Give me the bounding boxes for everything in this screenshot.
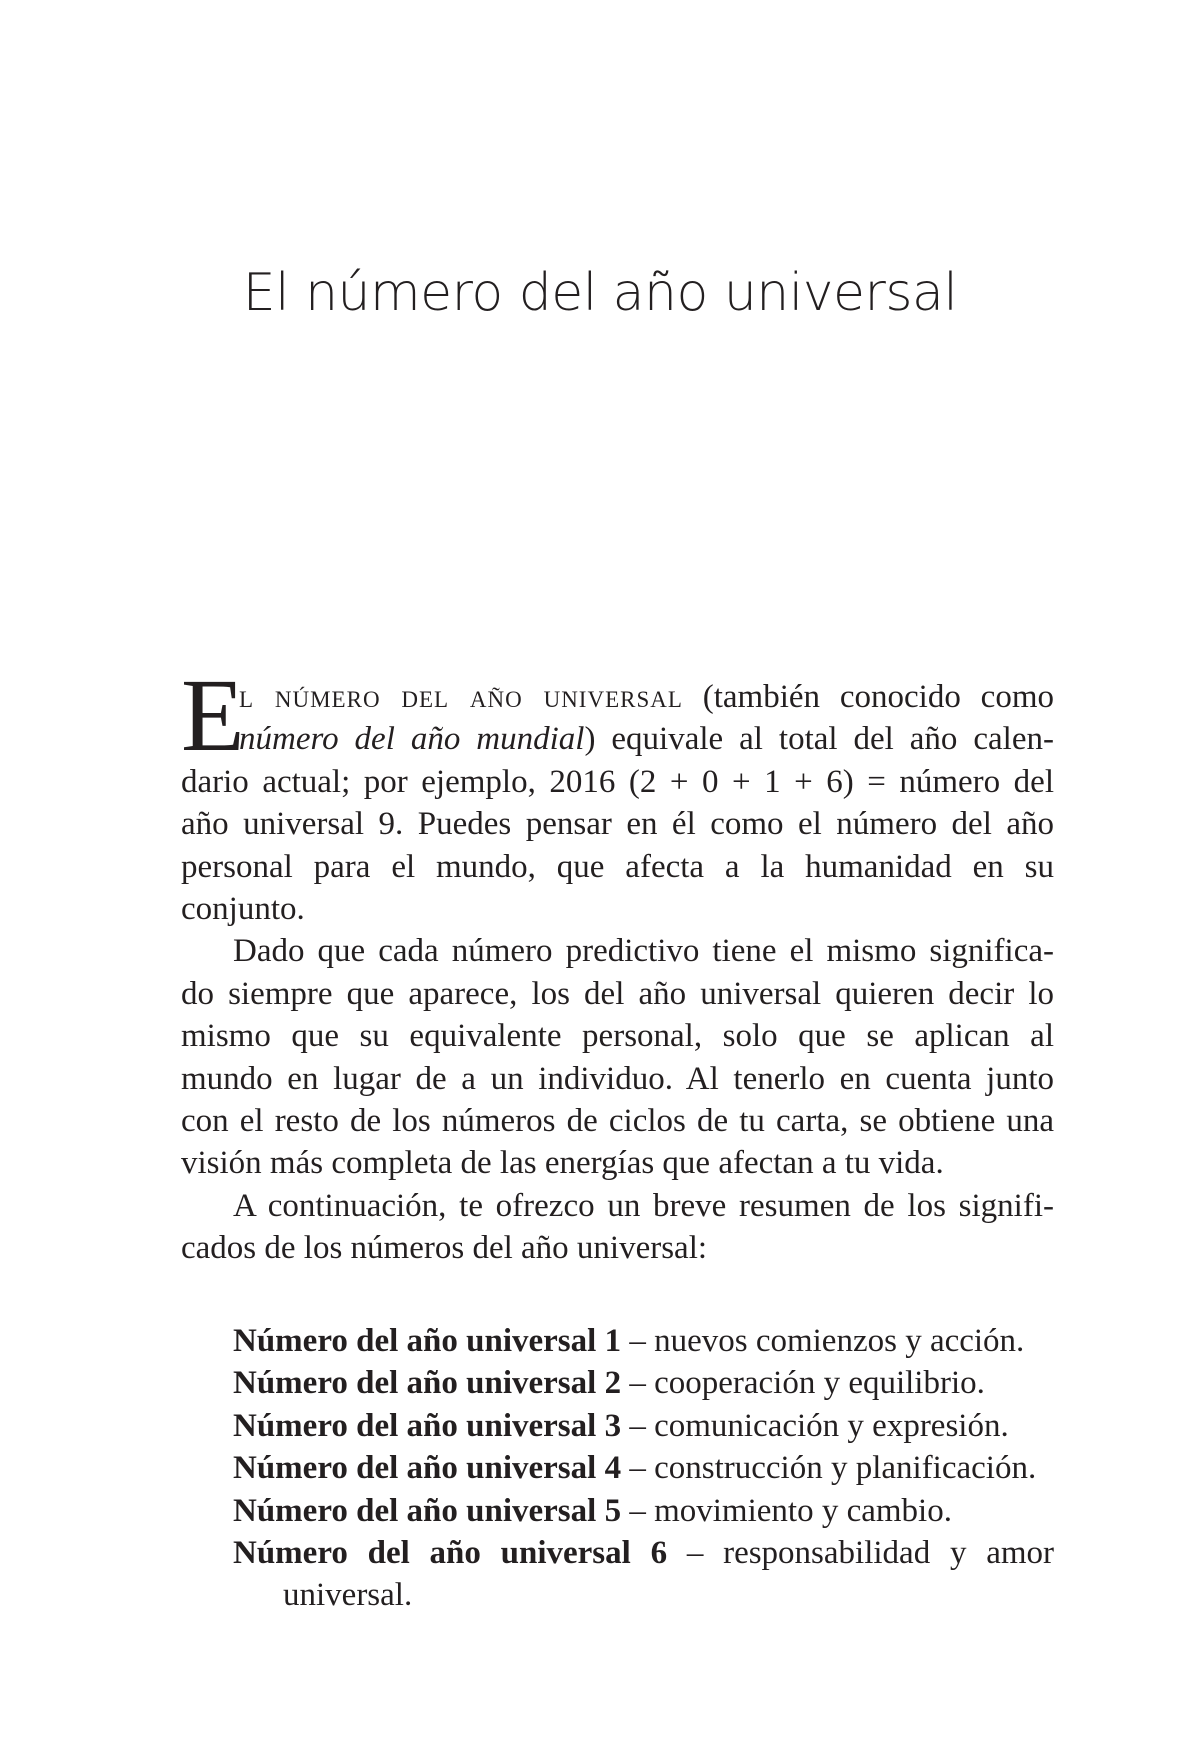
list-item-term: Número del año universal 5 bbox=[233, 1492, 622, 1529]
list-item bbox=[233, 1320, 1054, 1362]
intro-line: dario actual; por ejemplo, 2016 (2 + 0 + 1 + 6) = número del bbox=[181, 763, 1054, 800]
body-text bbox=[181, 658, 1054, 1269]
paragraph-2-line: mundo en lugar de a un individuo. Al tenerlo en cuenta junto bbox=[181, 1060, 1054, 1097]
paragraph-2-line: Dado que cada número predictivo tiene el mismo significa- bbox=[233, 933, 1054, 970]
list-item-meaning: comunicación y expresión. bbox=[654, 1407, 1009, 1444]
list-item bbox=[233, 1362, 1054, 1404]
intro-line-2 bbox=[181, 718, 1054, 760]
list-item-term: Número del año universal 1 bbox=[233, 1323, 622, 1359]
paragraph-2 bbox=[181, 930, 1054, 1184]
intro-line-2-rest: ) equivale al total del año calen- bbox=[584, 721, 1054, 758]
list-item-separator: – bbox=[621, 1492, 655, 1529]
intro-line-1-rest: (también conocido como bbox=[682, 679, 1054, 715]
intro-smallcaps-lead: l número del año universal bbox=[239, 679, 683, 715]
list-item-meaning: responsabilidad y amor bbox=[723, 1534, 1054, 1571]
intro-italic-term: número del año mundial bbox=[239, 721, 585, 758]
list-item-term: Número del año universal 6 bbox=[233, 1534, 668, 1571]
list-item-meaning: nuevos comienzos y acción. bbox=[654, 1323, 1025, 1359]
list-item-meaning: construcción y planificación. bbox=[654, 1450, 1037, 1487]
list-item-meaning: cooperación y equilibrio. bbox=[654, 1365, 985, 1402]
paragraph-2-line: con el resto de los números de ciclos de tu carta, se obtiene una bbox=[181, 1102, 1054, 1139]
list-item-meaning: movimiento y cambio. bbox=[654, 1492, 952, 1529]
paragraph-2-line: visión más completa de las energías que afectan a tu vida. bbox=[181, 1145, 944, 1182]
paragraph-2-line: do siempre que aparece, los del año universal quieren decir lo bbox=[181, 975, 1054, 1012]
universal-year-list bbox=[233, 1320, 1054, 1617]
list-item-separator: – bbox=[667, 1534, 724, 1571]
list-item bbox=[233, 1532, 1054, 1574]
paragraph-3-line: A continuación, te ofrezco un breve resumen de los signifi- bbox=[233, 1187, 1054, 1224]
list-item-term: Número del año universal 4 bbox=[233, 1450, 622, 1487]
list-item-separator: – bbox=[621, 1450, 655, 1487]
intro-line: año universal 9. Puedes pensar en él como el número del año bbox=[181, 806, 1054, 843]
list-item-term: Número del año universal 3 bbox=[233, 1407, 622, 1444]
intro-paragraph bbox=[181, 658, 1054, 930]
intro-line-1 bbox=[181, 676, 1054, 718]
list-item bbox=[233, 1447, 1054, 1489]
list-item-separator: – bbox=[621, 1365, 655, 1402]
chapter-title: El número del año universal bbox=[242, 263, 958, 323]
list-item bbox=[233, 1490, 1054, 1532]
list-item-term: Número del año universal 2 bbox=[233, 1365, 622, 1402]
list-item bbox=[233, 1405, 1054, 1447]
paragraph-2-line: mismo que su equivalente personal, solo que se aplican al bbox=[181, 1018, 1054, 1055]
list-item-separator: – bbox=[621, 1407, 655, 1444]
paragraph-3 bbox=[181, 1185, 1054, 1270]
intro-line: personal para el mundo, que afecta a la humanidad en su bbox=[181, 848, 1054, 885]
list-item-continuation: universal. bbox=[283, 1577, 413, 1614]
intro-line: conjunto. bbox=[181, 890, 305, 927]
drop-cap: E bbox=[181, 658, 245, 773]
paragraph-3-line: cados de los números del año universal: bbox=[181, 1230, 708, 1267]
list-item-separator: – bbox=[621, 1323, 655, 1359]
